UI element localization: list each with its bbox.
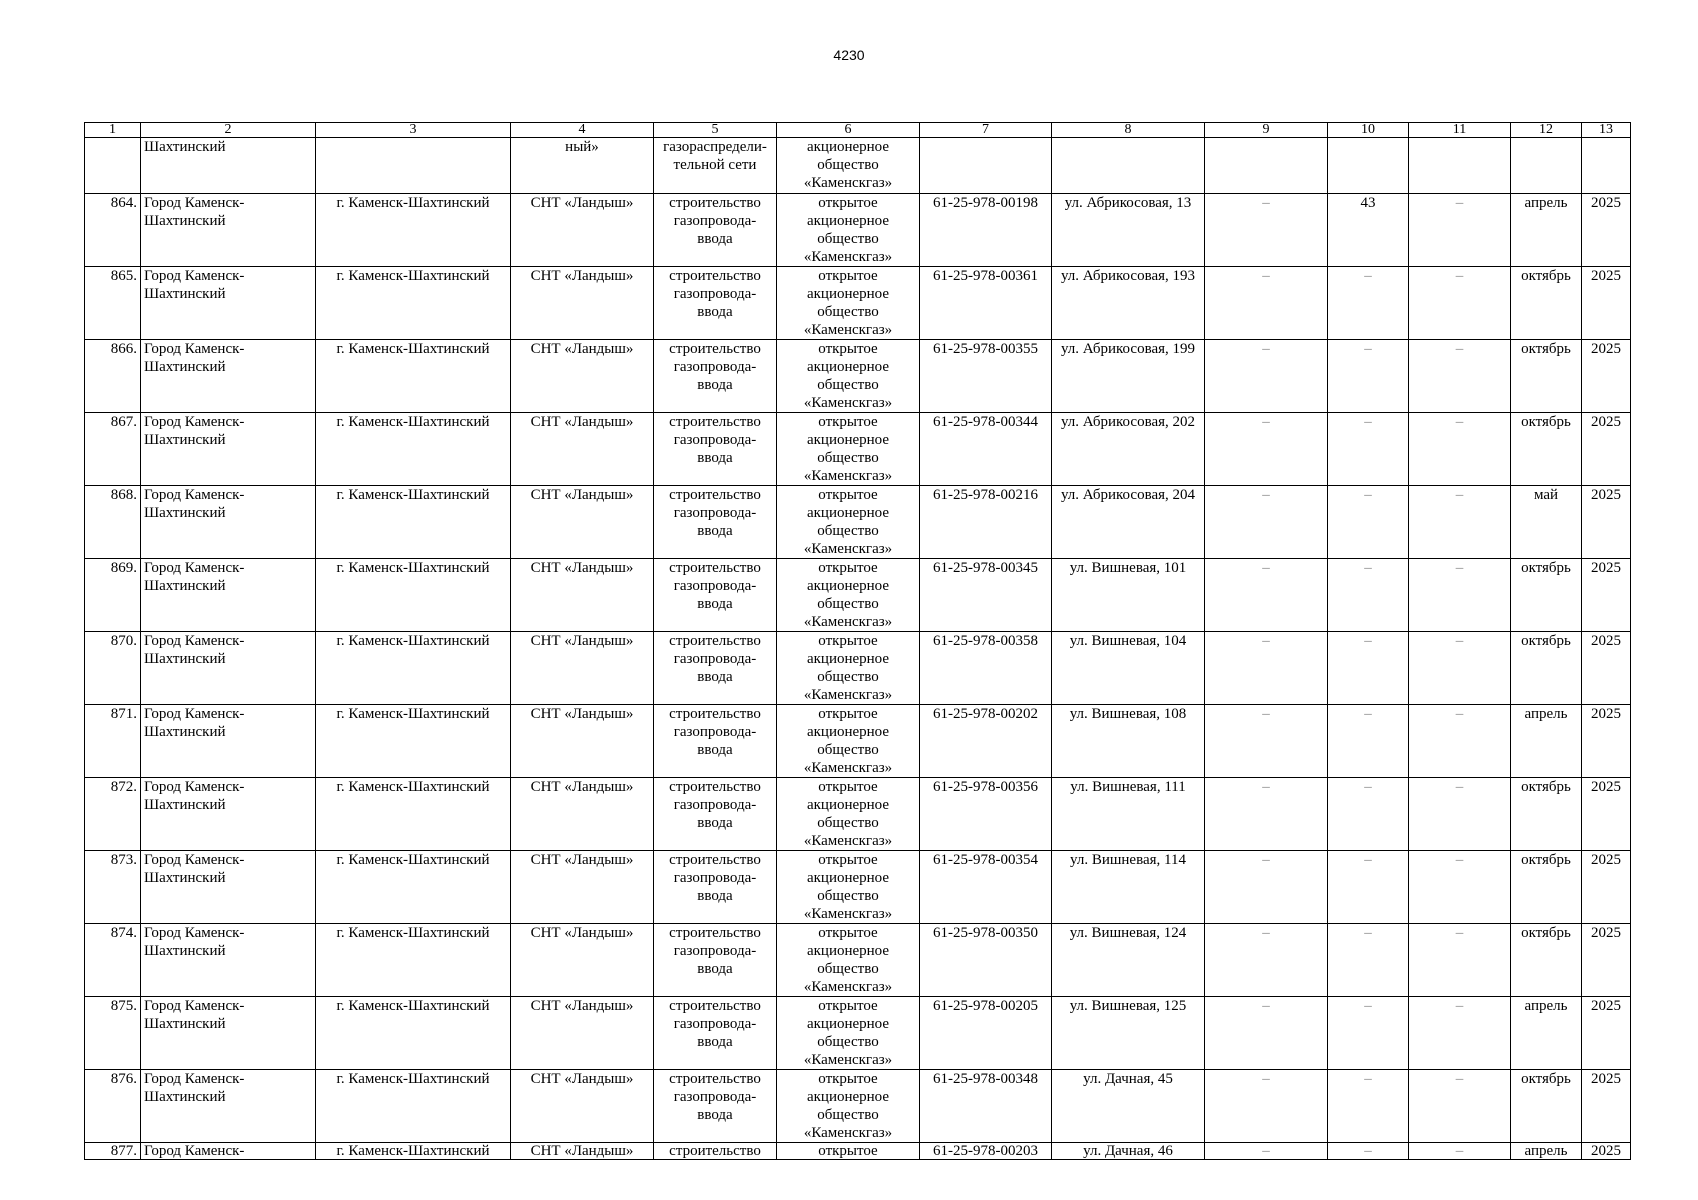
object-cell: СНТ «Ландыш» <box>511 632 654 705</box>
month-cell: октябрь <box>1511 413 1582 486</box>
month-cell: октябрь <box>1511 267 1582 340</box>
address-cell: ул. Абрикосовая, 193 <box>1052 267 1205 340</box>
work-cell: строительство газопровода- ввода <box>654 1070 777 1143</box>
work-cell: строительство газопровода- ввода <box>654 340 777 413</box>
month-cell: октябрь <box>1511 632 1582 705</box>
settlement-cell: г. Каменск-Шахтинский <box>316 413 511 486</box>
col10-cell: – <box>1328 1143 1409 1160</box>
column-number: 7 <box>920 123 1052 138</box>
col9-cell: – <box>1205 267 1328 340</box>
col11-cell: – <box>1409 1070 1511 1143</box>
work-cell: строительство газопровода- ввода <box>654 559 777 632</box>
work-cell: газораспредели- тельной сети <box>654 138 777 194</box>
col10-cell: 43 <box>1328 194 1409 267</box>
settlement-cell: г. Каменск-Шахтинский <box>316 997 511 1070</box>
col9-cell: – <box>1205 705 1328 778</box>
month-cell: апрель <box>1511 705 1582 778</box>
organization-cell: открытое акционерное общество «Каменскгаз» <box>777 194 920 267</box>
organization-cell: открытое акционерное общество «Каменскгаз» <box>777 486 920 559</box>
col11-cell: – <box>1409 851 1511 924</box>
work-cell: строительство газопровода- ввода <box>654 851 777 924</box>
column-number: 8 <box>1052 123 1205 138</box>
row-number: 870. <box>85 632 141 705</box>
month-cell: октябрь <box>1511 778 1582 851</box>
year-cell: 2025 <box>1582 632 1631 705</box>
work-cell: строительство газопровода- ввода <box>654 194 777 267</box>
code-cell: 61-25-978-00198 <box>920 194 1052 267</box>
address-cell: ул. Вишневая, 125 <box>1052 997 1205 1070</box>
address-cell: ул. Вишневая, 114 <box>1052 851 1205 924</box>
work-cell: строительство газопровода- ввода <box>654 267 777 340</box>
settlement-cell: г. Каменск-Шахтинский <box>316 632 511 705</box>
year-cell: 2025 <box>1582 413 1631 486</box>
settlement-cell: г. Каменск-Шахтинский <box>316 194 511 267</box>
municipality-cell: Город Каменск- Шахтинский <box>141 705 316 778</box>
object-cell: СНТ «Ландыш» <box>511 486 654 559</box>
work-cell: строительство газопровода- ввода <box>654 486 777 559</box>
year-cell: 2025 <box>1582 924 1631 997</box>
month-cell: октябрь <box>1511 340 1582 413</box>
settlement-cell: г. Каменск-Шахтинский <box>316 778 511 851</box>
code-cell: 61-25-978-00205 <box>920 997 1052 1070</box>
code-cell: 61-25-978-00354 <box>920 851 1052 924</box>
col9-cell: – <box>1205 924 1328 997</box>
column-number: 10 <box>1328 123 1409 138</box>
organization-cell: открытое акционерное общество «Каменскгаз» <box>777 340 920 413</box>
code-cell: 61-25-978-00216 <box>920 486 1052 559</box>
object-cell: СНТ «Ландыш» <box>511 851 654 924</box>
municipality-cell: Город Каменск- Шахтинский <box>141 194 316 267</box>
row-number: 867. <box>85 413 141 486</box>
code-cell: 61-25-978-00350 <box>920 924 1052 997</box>
row-number: 873. <box>85 851 141 924</box>
code-cell: 61-25-978-00202 <box>920 705 1052 778</box>
row-number: 869. <box>85 559 141 632</box>
row-number: 865. <box>85 267 141 340</box>
organization-cell: открытое <box>777 1143 920 1160</box>
month-cell: октябрь <box>1511 1070 1582 1143</box>
year-cell: 2025 <box>1582 340 1631 413</box>
column-number: 6 <box>777 123 920 138</box>
municipality-cell: Город Каменск- Шахтинский <box>141 851 316 924</box>
col10-cell: – <box>1328 851 1409 924</box>
year-cell: 2025 <box>1582 194 1631 267</box>
col11-cell: – <box>1409 924 1511 997</box>
settlement-cell: г. Каменск-Шахтинский <box>316 1070 511 1143</box>
municipality-cell: Город Каменск- Шахтинский <box>141 486 316 559</box>
col9-cell: – <box>1205 340 1328 413</box>
table-row <box>85 194 1631 267</box>
col9-cell: – <box>1205 1070 1328 1143</box>
address-cell: ул. Абрикосовая, 13 <box>1052 194 1205 267</box>
organization-cell: открытое акционерное общество «Каменскгаз» <box>777 267 920 340</box>
table-row <box>85 1070 1631 1143</box>
column-number: 3 <box>316 123 511 138</box>
year-cell: 2025 <box>1582 1070 1631 1143</box>
settlement-cell: г. Каменск-Шахтинский <box>316 705 511 778</box>
col9-cell: – <box>1205 486 1328 559</box>
row-number: 868. <box>85 486 141 559</box>
col10-cell: – <box>1328 924 1409 997</box>
address-cell: ул. Абрикосовая, 202 <box>1052 413 1205 486</box>
row-number: 864. <box>85 194 141 267</box>
municipality-cell: Город Каменск- Шахтинский <box>141 267 316 340</box>
code-cell: 61-25-978-00355 <box>920 340 1052 413</box>
organization-cell: открытое акционерное общество «Каменскгаз» <box>777 559 920 632</box>
address-cell: ул. Вишневая, 108 <box>1052 705 1205 778</box>
organization-cell: открытое акционерное общество «Каменскгаз» <box>777 1070 920 1143</box>
organization-cell: открытое акционерное общество «Каменскгаз» <box>777 632 920 705</box>
code-cell: 61-25-978-00344 <box>920 413 1052 486</box>
code-cell: 61-25-978-00361 <box>920 267 1052 340</box>
object-cell: ный» <box>511 138 654 194</box>
col10-cell: – <box>1328 705 1409 778</box>
col9-cell: – <box>1205 194 1328 267</box>
column-number: 9 <box>1205 123 1328 138</box>
settlement-cell: г. Каменск-Шахтинский <box>316 851 511 924</box>
year-cell: 2025 <box>1582 559 1631 632</box>
col11-cell: – <box>1409 705 1511 778</box>
table-row <box>85 340 1631 413</box>
municipality-cell: Город Каменск- Шахтинский <box>141 924 316 997</box>
table-row <box>85 851 1631 924</box>
col11-cell: – <box>1409 267 1511 340</box>
column-number: 2 <box>141 123 316 138</box>
settlement-cell: г. Каменск-Шахтинский <box>316 340 511 413</box>
col10-cell: – <box>1328 267 1409 340</box>
col11-cell: – <box>1409 559 1511 632</box>
object-cell: СНТ «Ландыш» <box>511 267 654 340</box>
col10-cell: – <box>1328 340 1409 413</box>
address-cell: ул. Вишневая, 111 <box>1052 778 1205 851</box>
year-cell: 2025 <box>1582 851 1631 924</box>
settlement-cell: г. Каменск-Шахтинский <box>316 486 511 559</box>
work-cell: строительство <box>654 1143 777 1160</box>
organization-cell: открытое акционерное общество «Каменскгаз» <box>777 997 920 1070</box>
table-row <box>85 997 1631 1070</box>
month-cell: апрель <box>1511 194 1582 267</box>
settlement-cell: г. Каменск-Шахтинский <box>316 924 511 997</box>
col9-cell: – <box>1205 413 1328 486</box>
month-cell: апрель <box>1511 997 1582 1070</box>
table-row <box>85 705 1631 778</box>
col11-cell: – <box>1409 413 1511 486</box>
code-cell: 61-25-978-00356 <box>920 778 1052 851</box>
object-cell: СНТ «Ландыш» <box>511 924 654 997</box>
month-cell: октябрь <box>1511 851 1582 924</box>
col9-cell: – <box>1205 1143 1328 1160</box>
settlement-cell: г. Каменск-Шахтинский <box>316 559 511 632</box>
col10-cell: – <box>1328 778 1409 851</box>
work-cell: строительство газопровода- ввода <box>654 413 777 486</box>
work-cell: строительство газопровода- ввода <box>654 705 777 778</box>
column-number: 13 <box>1582 123 1631 138</box>
register-table <box>84 122 1631 1160</box>
object-cell: СНТ «Ландыш» <box>511 1070 654 1143</box>
row-number: 875. <box>85 997 141 1070</box>
address-cell: ул. Абрикосовая, 199 <box>1052 340 1205 413</box>
table-row <box>85 1143 1631 1160</box>
address-cell: ул. Вишневая, 101 <box>1052 559 1205 632</box>
col10-cell: – <box>1328 559 1409 632</box>
organization-cell: открытое акционерное общество «Каменскгаз» <box>777 851 920 924</box>
col10-cell: – <box>1328 997 1409 1070</box>
code-cell: 61-25-978-00348 <box>920 1070 1052 1143</box>
organization-cell: открытое акционерное общество «Каменскгаз» <box>777 705 920 778</box>
month-cell: октябрь <box>1511 924 1582 997</box>
organization-cell: открытое акционерное общество «Каменскгаз» <box>777 413 920 486</box>
year-cell: 2025 <box>1582 1143 1631 1160</box>
municipality-cell: Город Каменск- Шахтинский <box>141 340 316 413</box>
col11-cell: – <box>1409 997 1511 1070</box>
col11-cell: – <box>1409 632 1511 705</box>
row-number: 876. <box>85 1070 141 1143</box>
object-cell: СНТ «Ландыш» <box>511 778 654 851</box>
col9-cell: – <box>1205 632 1328 705</box>
col10-cell: – <box>1328 486 1409 559</box>
row-number: 877. <box>85 1143 141 1160</box>
object-cell: СНТ «Ландыш» <box>511 997 654 1070</box>
col11-cell: – <box>1409 340 1511 413</box>
address-cell: ул. Вишневая, 124 <box>1052 924 1205 997</box>
settlement-cell: г. Каменск-Шахтинский <box>316 267 511 340</box>
table-row <box>85 924 1631 997</box>
year-cell: 2025 <box>1582 267 1631 340</box>
organization-cell: открытое акционерное общество «Каменскгаз» <box>777 924 920 997</box>
col10-cell: – <box>1328 632 1409 705</box>
month-cell: октябрь <box>1511 559 1582 632</box>
column-number: 5 <box>654 123 777 138</box>
row-number: 872. <box>85 778 141 851</box>
organization-cell: открытое акционерное общество «Каменскгаз» <box>777 778 920 851</box>
col9-cell: – <box>1205 851 1328 924</box>
col11-cell: – <box>1409 1143 1511 1160</box>
address-cell: ул. Дачная, 46 <box>1052 1143 1205 1160</box>
object-cell: СНТ «Ландыш» <box>511 705 654 778</box>
column-number-row <box>85 123 1631 138</box>
col10-cell: – <box>1328 1070 1409 1143</box>
table-row <box>85 778 1631 851</box>
settlement-cell: г. Каменск-Шахтинский <box>316 1143 511 1160</box>
year-cell: 2025 <box>1582 705 1631 778</box>
col11-cell: – <box>1409 486 1511 559</box>
address-cell: ул. Абрикосовая, 204 <box>1052 486 1205 559</box>
row-number: 874. <box>85 924 141 997</box>
column-number: 1 <box>85 123 141 138</box>
work-cell: строительство газопровода- ввода <box>654 924 777 997</box>
work-cell: строительство газопровода- ввода <box>654 997 777 1070</box>
table-row <box>85 267 1631 340</box>
object-cell: СНТ «Ландыш» <box>511 413 654 486</box>
code-cell: 61-25-978-00345 <box>920 559 1052 632</box>
row-number: 866. <box>85 340 141 413</box>
row-number: 871. <box>85 705 141 778</box>
object-cell: СНТ «Ландыш» <box>511 194 654 267</box>
col10-cell: – <box>1328 413 1409 486</box>
month-cell: май <box>1511 486 1582 559</box>
settlement-cell <box>316 138 511 194</box>
col9-cell: – <box>1205 997 1328 1070</box>
municipality-cell: Город Каменск- Шахтинский <box>141 559 316 632</box>
col11-cell: – <box>1409 778 1511 851</box>
table-row <box>85 559 1631 632</box>
municipality-cell: Город Каменск- Шахтинский <box>141 413 316 486</box>
column-number: 4 <box>511 123 654 138</box>
col11-cell: – <box>1409 194 1511 267</box>
month-cell: апрель <box>1511 1143 1582 1160</box>
work-cell: строительство газопровода- ввода <box>654 778 777 851</box>
year-cell: 2025 <box>1582 997 1631 1070</box>
object-cell: СНТ «Ландыш» <box>511 559 654 632</box>
municipality-cell: Город Каменск- <box>141 1143 316 1160</box>
table-row <box>85 486 1631 559</box>
page-number: 4230 <box>833 47 865 63</box>
col9-cell: – <box>1205 559 1328 632</box>
municipality-cell: Город Каменск- Шахтинский <box>141 1070 316 1143</box>
municipality-cell: Город Каменск- Шахтинский <box>141 997 316 1070</box>
continuation-row <box>85 138 1631 194</box>
organization-cell: акционерное общество «Каменскгаз» <box>777 138 920 194</box>
code-cell: 61-25-978-00203 <box>920 1143 1052 1160</box>
year-cell: 2025 <box>1582 778 1631 851</box>
address-cell: ул. Дачная, 45 <box>1052 1070 1205 1143</box>
object-cell: СНТ «Ландыш» <box>511 340 654 413</box>
table-row <box>85 413 1631 486</box>
column-number: 12 <box>1511 123 1582 138</box>
municipality-cell: Шахтинский <box>141 138 316 194</box>
col9-cell: – <box>1205 778 1328 851</box>
municipality-cell: Город Каменск- Шахтинский <box>141 632 316 705</box>
object-cell: СНТ «Ландыш» <box>511 1143 654 1160</box>
work-cell: строительство газопровода- ввода <box>654 632 777 705</box>
year-cell: 2025 <box>1582 486 1631 559</box>
code-cell: 61-25-978-00358 <box>920 632 1052 705</box>
address-cell: ул. Вишневая, 104 <box>1052 632 1205 705</box>
municipality-cell: Город Каменск- Шахтинский <box>141 778 316 851</box>
column-number: 11 <box>1409 123 1511 138</box>
table-row <box>85 632 1631 705</box>
